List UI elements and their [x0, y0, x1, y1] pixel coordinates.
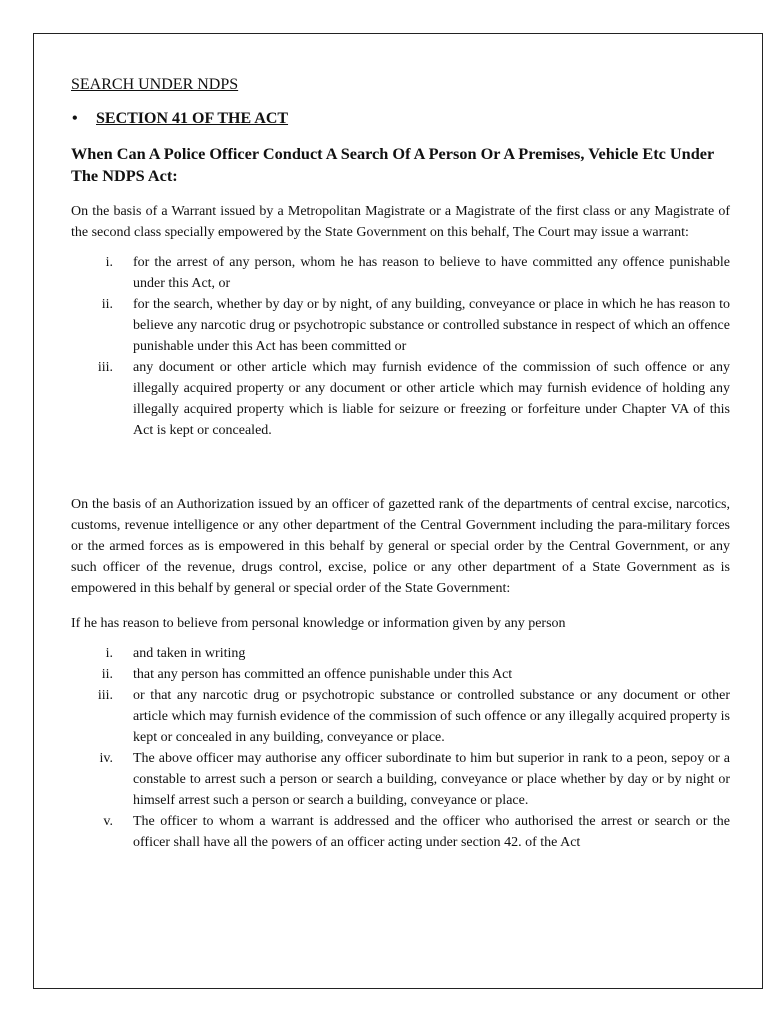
- list-item: [71, 252, 730, 294]
- warrant-paragraph: On the basis of a Warrant issued by a Metropolitan Magistrate or a Magistrate of the first class or any Magistrate of the second class specially empowered by the State Government on this behalf, The Court may issue a warrant:: [71, 204, 730, 240]
- authorization-paragraph: On the basis of an Authorization issued by an officer of gazetted rank of the departments of central excise, narcotics, customs, revenue intelligence or any other department of the Central Government including the para-military forces or the armed forces as is empowered in this behalf by general or special order by the Central Government, or any such officer of the revenue, drugs control, excise, police or any other department of a State Government as is empowered in this behalf by general or special order of the State Government:: [71, 497, 730, 596]
- section-heading: [71, 107, 730, 131]
- question-heading: When Can A Police Officer Conduct A Search Of A Person Or A Premises, Vehicle Etc Under The NDPS Act:: [71, 144, 714, 185]
- list-text: The above officer may authorise any officer subordinate to him but superior in rank to a peon, sepoy or a constable to arrest such a person or search a building, conveyance or place whether by day or by night or himself arrest such a person or search a building, conveyance or place.: [133, 751, 730, 808]
- authorization-list: [71, 643, 730, 853]
- section-title: SECTION 41 OF THE ACT: [96, 110, 289, 127]
- bullet-icon: •: [72, 110, 78, 127]
- document-title: SEARCH UNDER NDPS: [71, 76, 239, 93]
- list-number: i.: [105, 646, 113, 661]
- list-item: [71, 643, 730, 664]
- list-item: [71, 357, 730, 441]
- document-content: [71, 73, 730, 853]
- list-number: iii.: [97, 360, 113, 375]
- list-number: v.: [103, 814, 113, 829]
- blank-space: [71, 441, 730, 480]
- list-text: and taken in writing: [133, 646, 246, 661]
- list-text: for the arrest of any person, whom he has reason to believe to have committed any offence punishable under this Act, or: [133, 255, 730, 291]
- list-text: for the search, whether by day or by night, of any building, conveyance or place in which he has reason to believe any narcotic drug or psychotropic substance or controlled substance in respect of which an offence punishable under this Act has been committed or: [133, 297, 730, 354]
- warrant-list: [71, 252, 730, 441]
- list-number: i.: [105, 255, 113, 270]
- list-item: [71, 664, 730, 685]
- list-item: [71, 685, 730, 748]
- document-page: [33, 33, 763, 989]
- reason-paragraph: If he has reason to believe from personal knowledge or information given by any person: [71, 616, 566, 631]
- list-item: [71, 748, 730, 811]
- list-item: [71, 294, 730, 357]
- list-text: any document or other article which may furnish evidence of the commission of such offence or any illegally acquired property or any document or other article which may furnish evidence of holding any illegally acquired property which is liable for seizure or freezing or forfeiture under Chapter VA of this Act is kept or concealed.: [133, 360, 730, 438]
- list-text: that any person has committed an offence punishable under this Act: [133, 667, 513, 682]
- list-number: ii.: [101, 667, 113, 682]
- list-text: The officer to whom a warrant is addressed and the officer who authorised the arrest or search or the officer shall have all the powers of an officer acting under section 42. of the Act: [133, 814, 730, 850]
- list-number: iv.: [99, 751, 113, 766]
- list-text: or that any narcotic drug or psychotropic substance or controlled substance or any document or other article which may furnish evidence of the commission of such offence or any illegally acquired property is kept or concealed in any building, conveyance or place.: [133, 688, 730, 745]
- list-number: ii.: [101, 297, 113, 312]
- list-number: iii.: [97, 688, 113, 703]
- list-item: [71, 811, 730, 853]
